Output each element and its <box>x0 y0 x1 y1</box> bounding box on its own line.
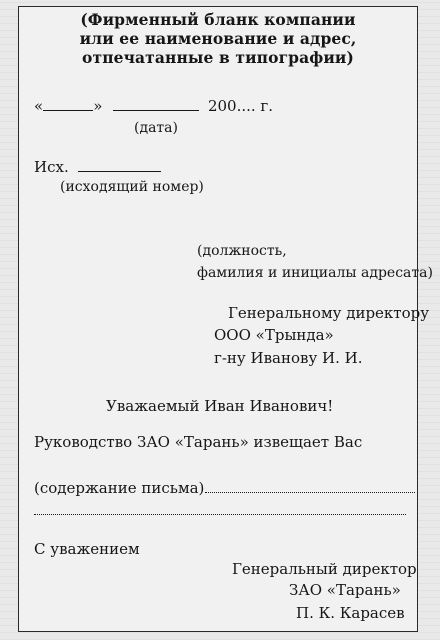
content-dotted-fill-2 <box>34 500 406 515</box>
addressee-line-2: ООО «Трында» <box>214 326 334 344</box>
date-year-text: 200.... г. <box>207 97 274 115</box>
letterhead-placeholder <box>18 10 418 67</box>
date-open-quote: « <box>34 97 44 115</box>
addressee-caption-line-1: (должность, <box>197 243 287 259</box>
date-line <box>34 96 273 115</box>
signature-line-3: П. К. Карасев <box>296 604 405 622</box>
content-dotted-fill-1 <box>205 478 415 493</box>
salutation: Уважаемый Иван Иванович! <box>106 397 334 415</box>
outgoing-caption: (исходящий номер) <box>60 179 204 195</box>
content-line-2 <box>34 500 406 519</box>
letterhead-line-2: или ее наименование и адрес, <box>79 29 357 48</box>
date-close-quote: » <box>93 97 103 115</box>
content-line-1 <box>34 478 415 497</box>
date-day-blank <box>43 96 93 111</box>
content-placeholder: (содержание письма) <box>34 479 205 497</box>
date-caption: (дата) <box>134 120 178 136</box>
addressee-caption-line-2: фамилия и инициалы адресата) <box>197 265 433 281</box>
signature-line-1: Генеральный директор <box>232 560 417 578</box>
addressee-line-3: г-ну Иванову И. И. <box>214 349 363 367</box>
closing: С уважением <box>34 540 140 558</box>
letter-intro: Руководство ЗАО «Тарань» извещает Вас <box>34 433 363 451</box>
date-month-blank <box>113 96 199 111</box>
letterhead-line-3: отпечатанные в типографии) <box>82 48 354 67</box>
outgoing-number-blank <box>78 157 161 172</box>
addressee-line-1: Генеральному директору <box>228 304 430 322</box>
outgoing-number-line <box>34 157 161 176</box>
signature-line-2: ЗАО «Тарань» <box>289 581 401 599</box>
outgoing-label: Исх. <box>34 158 69 176</box>
letterhead-line-1: (Фирменный бланк компании <box>80 10 356 29</box>
